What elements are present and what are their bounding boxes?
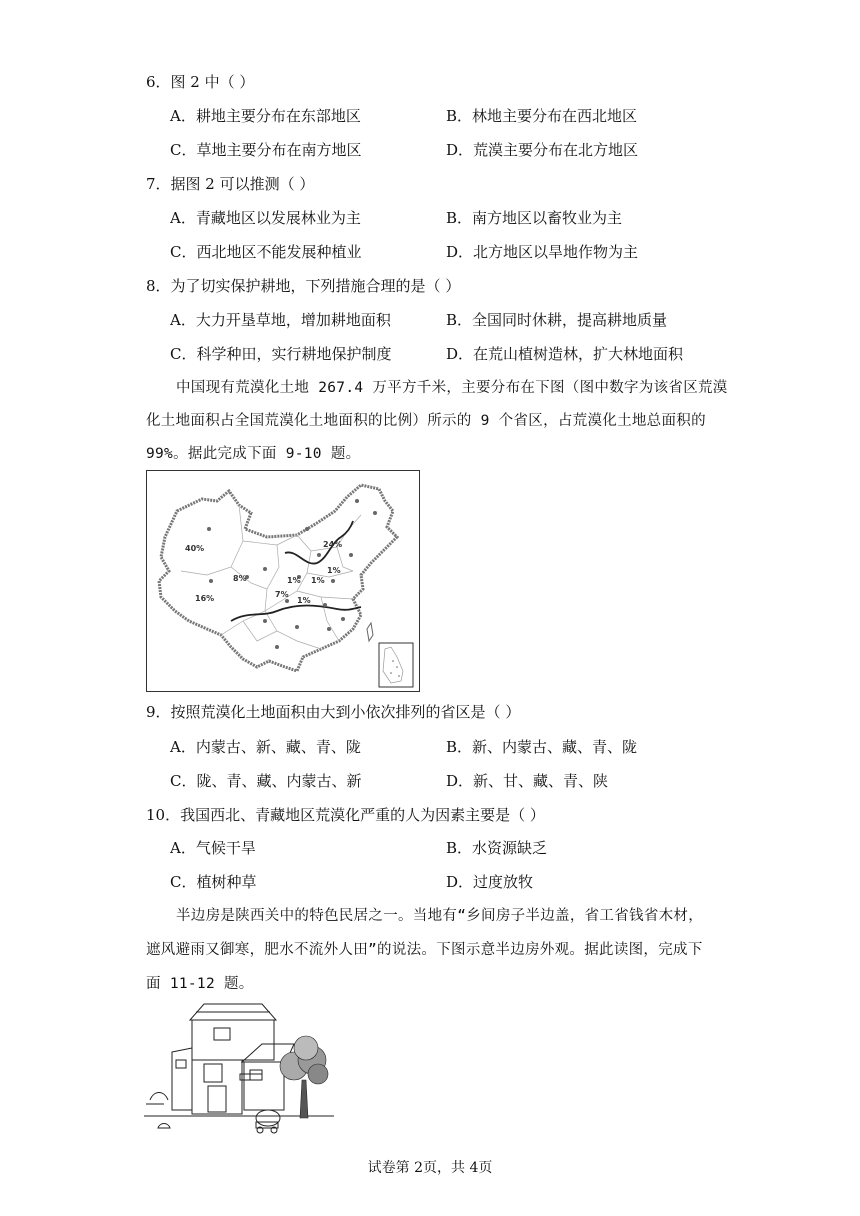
passage-2-line-3: 面 11-12 题。 bbox=[146, 976, 254, 992]
label-xinjiang: 40% bbox=[185, 544, 205, 553]
question-9-option-b: B．新、内蒙古、藏、青、陇 bbox=[446, 738, 638, 756]
question-7-option-a: A．青藏地区以发展林业为主 bbox=[170, 209, 361, 227]
question-8-option-d: D．在荒山植树造林，扩大林地面积 bbox=[446, 345, 684, 363]
taiwan-island bbox=[367, 623, 373, 641]
passage-1-line-1: 中国现有荒漠化土地 267.4 万平方千米，主要分布在下图（图中数字为该省区荒漠 bbox=[176, 380, 728, 396]
question-6-option-a: A．耕地主要分布在东部地区 bbox=[170, 107, 361, 125]
regional-boundary-north bbox=[285, 521, 353, 564]
question-6-option-b: B．林地主要分布在西北地区 bbox=[446, 107, 638, 125]
label-qinghai: 8% bbox=[233, 574, 247, 583]
house-svg bbox=[144, 1000, 344, 1136]
label-ningxia: 1% bbox=[287, 576, 301, 585]
half-side-house-illustration bbox=[144, 1000, 344, 1136]
china-map-svg bbox=[147, 471, 419, 691]
question-10-stem: 10．我国西北、青藏地区荒漠化严重的人为因素主要是（ ） bbox=[146, 806, 545, 824]
label-gansu: 7% bbox=[275, 590, 289, 599]
label-shanxi: 1% bbox=[311, 576, 325, 585]
label-shaanxi: 1% bbox=[297, 596, 311, 605]
question-7-option-d: D．北方地区以旱地作物为主 bbox=[446, 243, 639, 261]
question-6-option-c: C．草地主要分布在南方地区 bbox=[170, 141, 362, 159]
question-8-option-a: A．大力开垦草地，增加耕地面积 bbox=[170, 311, 391, 329]
passage-2-line-1: 半边房是陕西关中的特色民居之一。当地有“乡间房子半边盖，省工省钱省木材， bbox=[176, 908, 704, 924]
question-10-option-c: C．植树种草 bbox=[170, 873, 257, 891]
label-xizang: 16% bbox=[195, 594, 215, 603]
question-6-option-d: D．荒漠主要分布在北方地区 bbox=[446, 141, 639, 159]
question-9-option-d: D．新、甘、藏、青、陕 bbox=[446, 772, 609, 790]
china-border bbox=[159, 485, 397, 671]
page-footer: 试卷第 2页，共 4页 bbox=[367, 1160, 493, 1176]
question-7-option-b: B．南方地区以畜牧业为主 bbox=[446, 209, 623, 227]
passage-1-line-2: 化土地面积占全国荒漠化土地面积的比例）所示的 9 个省区，占荒漠化土地总面积的 bbox=[146, 413, 706, 429]
question-9-stem: 9．按照荒漠化土地面积由大到小依次排列的省区是（ ） bbox=[146, 703, 521, 721]
question-10-option-d: D．过度放牧 bbox=[446, 873, 534, 891]
question-10-option-a: A．气候干旱 bbox=[170, 839, 256, 857]
question-7-stem: 7．据图 2 可以推测（ ） bbox=[146, 175, 315, 193]
question-9-option-a: A．内蒙古、新、藏、青、陇 bbox=[170, 738, 361, 756]
question-8-option-b: B．全国同时休耕，提高耕地质量 bbox=[446, 311, 668, 329]
south-china-sea-inset bbox=[379, 643, 413, 687]
question-7-option-c: C．西北地区不能发展种植业 bbox=[170, 243, 362, 261]
question-6-stem: 6．图 2 中（ ） bbox=[146, 73, 255, 91]
label-hebei: 1% bbox=[327, 566, 341, 575]
passage-1-line-3: 99%。据此完成下面 9-10 题。 bbox=[146, 446, 361, 462]
label-neimenggu: 24% bbox=[323, 540, 343, 549]
china-desertification-map bbox=[146, 470, 420, 692]
tree-icon bbox=[280, 1036, 328, 1118]
question-8-option-c: C．科学种田，实行耕地保护制度 bbox=[170, 345, 392, 363]
question-10-option-b: B．水资源缺乏 bbox=[446, 839, 548, 857]
question-9-option-c: C．陇、青、藏、内蒙古、新 bbox=[170, 772, 362, 790]
passage-2-line-2: 遮风避雨又御寒，肥水不流外人田”的说法。下图示意半边房外观。据此读图，完成下 bbox=[146, 942, 703, 958]
question-8-stem: 8．为了切实保护耕地，下列措施合理的是（ ） bbox=[146, 277, 461, 295]
